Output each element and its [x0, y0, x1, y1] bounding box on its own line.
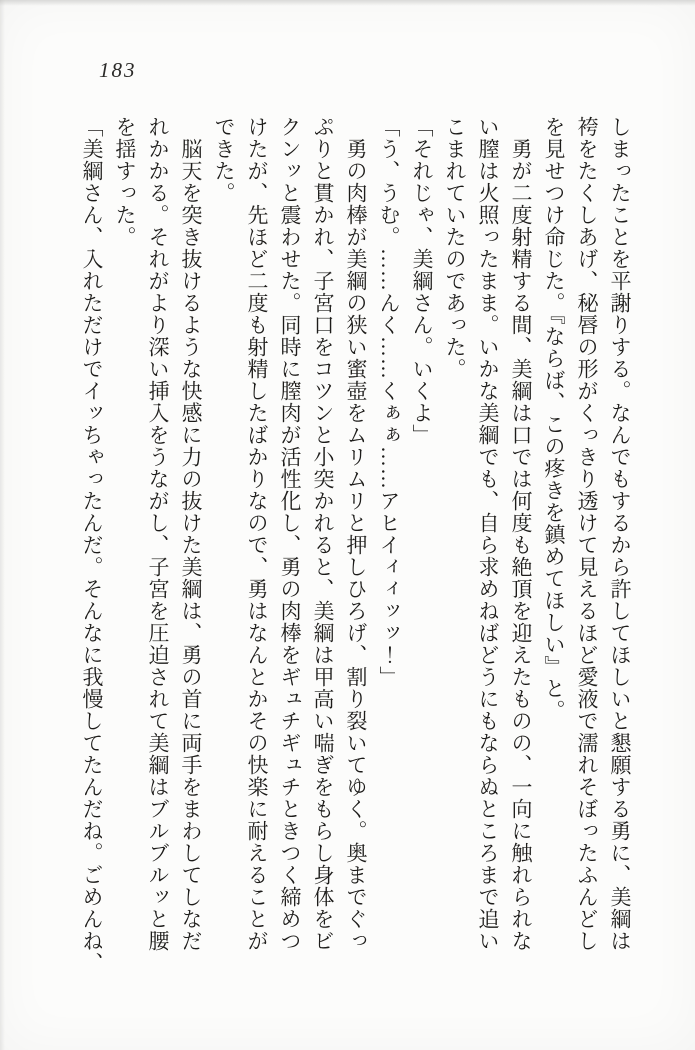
text-column: ぷりと貫かれ、子宮口をコツンと小突かれると、美綱は甲高い喘ぎをもらし身体をビ [311, 116, 335, 952]
text-column: 「う、うむ。……んく……くぁぁ……アヒイィィッッ！」 [377, 116, 401, 688]
text-column: 「それじゃ、美綱さん。いくよ」 [410, 116, 434, 446]
text-column: い膣は火照ったまま。いかな美綱でも、自ら求めねばどうにもならぬところまで追い [476, 116, 500, 952]
text-column: を揺すった。 [113, 116, 137, 248]
text-column: 勇の肉棒が美綱の狭い蜜壺をムリムリと押しひろげ、割り裂いてゆく。奥までぐっ [344, 116, 368, 952]
text-column: 勇が二度射精する間、美綱は口では何度も絶頂を迎えたものの、一向に触れられな [509, 116, 533, 952]
scan-edge-left [0, 0, 5, 1050]
text-column: を見せつけ命じた。『ならば、この疼きを鎮めてほしい』と。 [542, 116, 566, 722]
text-column: 袴をたくしあげ、秘唇の形がくっきり透けて見えるほど愛液で濡れそぼったふんどし [575, 116, 599, 952]
text-column: できた。 [212, 116, 236, 204]
text-column: こまれていたのであった。 [443, 116, 467, 380]
text-column: 「美綱さん、入れただけでイッちゃったんだ。そんなに我慢してたんだね。ごめんね、 [80, 116, 104, 974]
text-column: けたが、先ほど二度も射精したばかりなので、勇はなんとかその快楽に耐えることが [245, 116, 269, 952]
text-block [75, 116, 636, 974]
text-column: 脳天を突き抜けるような快感に力の抜けた美綱は、勇の首に両手をまわしてしなだ [179, 116, 203, 952]
text-column: クンッと震わせた。同時に膣肉が活性化し、勇の肉棒をギュチギュチときつく締めつ [278, 116, 302, 952]
text-column: しまったことを平謝りする。なんでもするから許してほしいと懇願する勇に、美綱は [608, 116, 632, 952]
scan-edge-top [0, 0, 695, 6]
page-number: 183 [99, 58, 137, 82]
text-column: れかかる。それがより深い挿入をうながし、子宮を圧迫されて美綱はブルブルッと腰 [146, 116, 170, 952]
